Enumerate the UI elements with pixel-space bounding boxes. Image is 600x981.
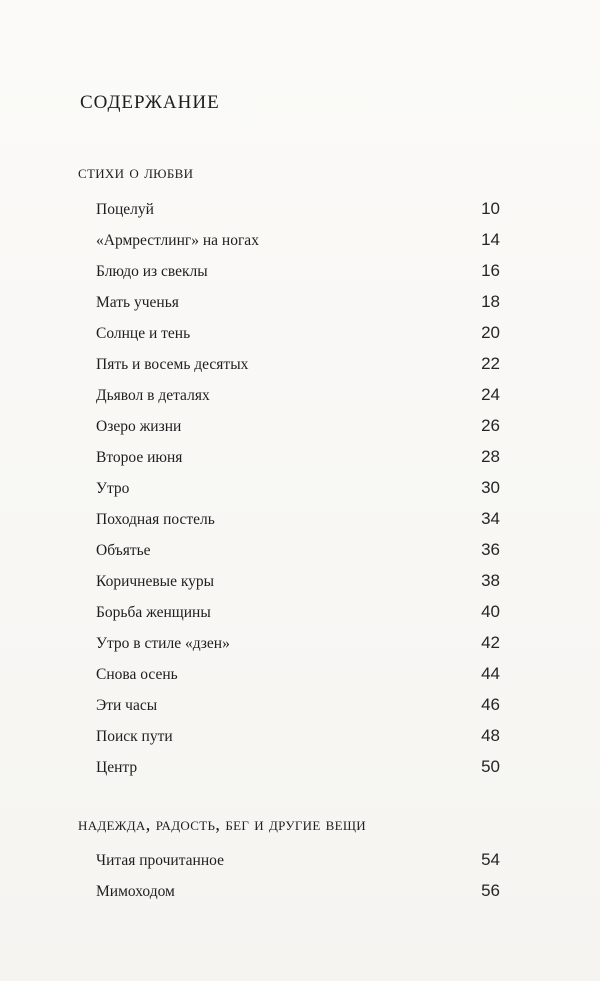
toc-entry (96, 573, 500, 595)
toc-entry (96, 325, 500, 347)
toc-entry (96, 480, 500, 502)
toc-entry-page: 30 (481, 478, 500, 497)
toc-entry (96, 542, 500, 564)
toc-entry-label: Читая прочитанное (96, 852, 224, 869)
toc-entry (96, 666, 500, 688)
toc-entry-page: 38 (481, 571, 500, 590)
toc-entry-page: 28 (481, 447, 500, 466)
toc-entry-label: Пять и восемь десятых (96, 356, 249, 373)
toc-entry-page: 18 (481, 292, 500, 311)
toc-entry (96, 356, 500, 378)
toc-entry-label: Озеро жизни (96, 418, 182, 435)
toc-entry-label: Поиск пути (96, 728, 173, 745)
toc-entry-label: Снова осень (96, 666, 178, 683)
toc-entry-page: 56 (481, 881, 500, 900)
toc-entry-page: 42 (481, 633, 500, 652)
toc-entry-label: Блюдо из свеклы (96, 263, 208, 280)
toc-entry (96, 232, 500, 254)
toc-entry (96, 263, 500, 285)
toc-entry (96, 511, 500, 533)
toc-entry (96, 883, 500, 905)
section-title: стихи о любви (78, 162, 194, 183)
toc-entry (96, 697, 500, 719)
toc-entry (96, 294, 500, 316)
toc-entry-page: 16 (481, 261, 500, 280)
toc-entry-page: 24 (481, 385, 500, 404)
toc-entry (96, 759, 500, 781)
toc-entry-page: 36 (481, 540, 500, 559)
toc-entry-label: Солнце и тень (96, 325, 191, 342)
toc-entry-label: Мимоходом (96, 883, 175, 900)
toc-entry (96, 387, 500, 409)
toc-entry-label: Дьявол в деталях (96, 387, 210, 404)
toc-entry-label: Мать ученья (96, 294, 179, 311)
toc-entry-page: 20 (481, 323, 500, 342)
section-title: надежда, радость, бег и другие вещи (78, 814, 366, 835)
toc-entry-page: 26 (481, 416, 500, 435)
toc-entry-page: 22 (481, 354, 500, 373)
toc-entry-label: Походная постель (96, 511, 215, 528)
toc-entry (96, 201, 500, 223)
toc-entry (96, 604, 500, 626)
toc-entry-page: 54 (481, 850, 500, 869)
toc-entry-page: 44 (481, 664, 500, 683)
toc-entry-label: Второе июня (96, 449, 183, 466)
toc-entry-page: 14 (481, 230, 500, 249)
toc-entry-page: 34 (481, 509, 500, 528)
toc-entry (96, 449, 500, 471)
toc-entry-label: Эти часы (96, 697, 158, 714)
toc-entry (96, 418, 500, 440)
toc-entry-page: 46 (481, 695, 500, 714)
toc-entry (96, 728, 500, 750)
toc-entry-label: Поцелуй (96, 201, 154, 218)
toc-entry-label: Борьба женщины (96, 604, 211, 621)
toc-entry-label: «Армрестлинг» на ногах (96, 232, 259, 249)
toc-entry-page: 40 (481, 602, 500, 621)
toc-entry-label: Утро (96, 480, 130, 497)
toc-entry-label: Коричневые куры (96, 573, 215, 590)
toc-entry-page: 48 (481, 726, 500, 745)
toc-entry-page: 50 (481, 757, 500, 776)
toc-entry-page: 10 (481, 199, 500, 218)
toc-entry (96, 635, 500, 657)
toc-entry-label: Центр (96, 759, 138, 776)
page-title: содержание (80, 84, 220, 114)
toc-entry (96, 852, 500, 874)
toc-entry-label: Утро в стиле «дзен» (96, 635, 230, 652)
toc-entry-label: Объятье (96, 542, 151, 559)
